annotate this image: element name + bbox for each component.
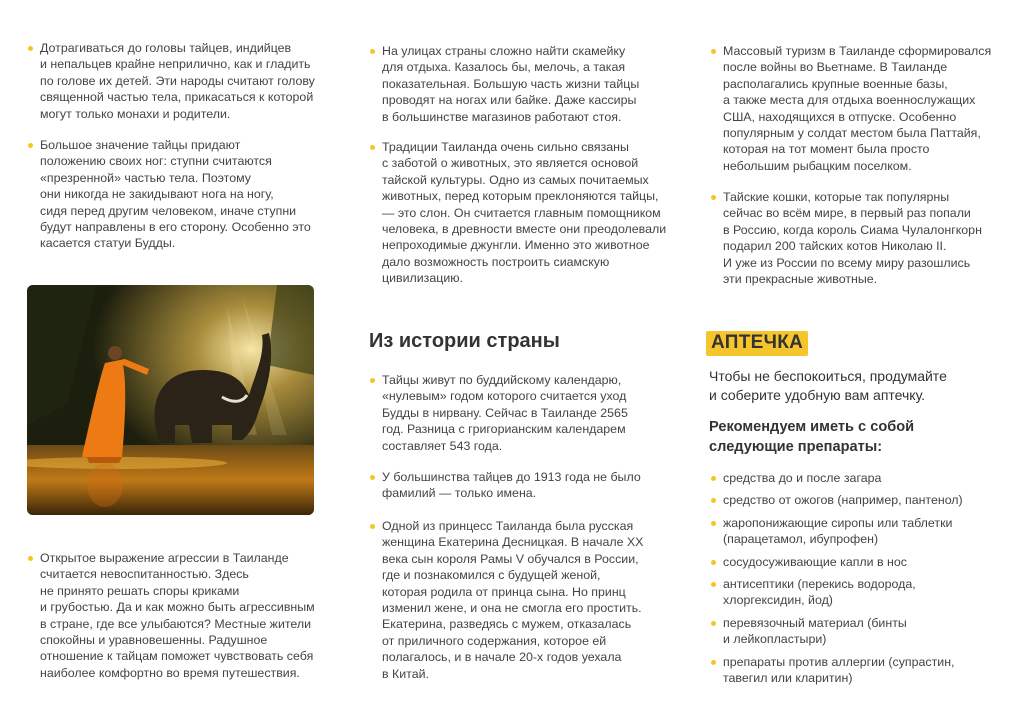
bullet-text: Большое значение тайцы придают положению своих ног: ступни считаются «презренной» частью тела. Поэтому они никогда не закидывают нога на ногу, сидя перед другим человеком, иначе ступни будут направлены в его сторону. Особенно это касается статуи Будды. [40, 138, 311, 251]
monk-with-elephant-photo-icon [27, 285, 314, 515]
bullet-text: Массовый туризм в Таиланде сформировался после войны во Вьетнаме. В Таиланде располагались крупные военные базы, а также места для отдыха военнослужащих США, находящихся в отпуске. Особенно популярным у солдат местом была Паттайя, которая на тот момент была просто небольшим рыбацким поселком. [723, 44, 992, 173]
first-aid-kit-tag: АПТЕЧКА [706, 331, 808, 356]
bullet-cats [710, 189, 1023, 287]
bullet-princess [369, 518, 682, 682]
bullet-text: Открытое выражение агрессии в Таиланде считается невоспитанностью. Здесь не принято решать споры криками и грубостью. Да и как можно быть агрессивным в стране, где все улыбаются? Местные жители спокойны и уравновешенны. Радушное отношение к тайцам поможет чувствовать себя наиболее комфортно во время путешествия. [40, 551, 315, 680]
bullet-text: У большинства тайцев до 1913 года не было фамилий — только имена. [382, 470, 641, 501]
meds-list [710, 470, 1000, 692]
bullet-text: Дотрагиваться до головы тайцев, индийцев и непальцев крайне неприлично, как и гладить по голове их детей. Эти народы считают голову священной частью тела, прикасаться к которой могут только монахи и родители. [40, 41, 315, 121]
list-item [710, 515, 1000, 548]
bullet-benches [369, 43, 682, 125]
med-text: средства до и после загара [723, 471, 882, 485]
bullet-text: Тайские кошки, которые так популярны сейчас во всём мире, в первый раз попали в Россию, когда король Сиама Чулалонгкорн подарил 200 тайских котов Николаю II. И уже из России по всему миру разошлись эти прекрасные животные. [723, 190, 982, 287]
monk-elephant-photo [27, 285, 314, 515]
list-item [710, 576, 1000, 609]
med-text: препараты против аллергии (супрастин, тавегил или кларитин) [723, 654, 955, 686]
list-item [710, 554, 1000, 570]
med-text: антисептики (перекись водорода, хлоргексидин, йод) [723, 577, 916, 608]
bullet-animals [369, 139, 682, 287]
bullet-text: На улицах страны сложно найти скамейку для отдыха. Казалось бы, мелочь, а такая показательная. Большую часть жизни тайцы проводят на ногах или байке. Даже кассиры в большинстве магазинов работают стоя. [382, 44, 640, 124]
bullet-feet [27, 137, 330, 252]
bullet-aggression [27, 550, 330, 681]
kit-intro: Чтобы не беспокоиться, продумайте и соберите удобную вам аптечку. [709, 368, 947, 403]
kit-recommend-heading: Рекомендуем иметь с собой следующие препараты: [709, 419, 915, 455]
list-item [710, 470, 1000, 486]
bullet-text: Одной из принцесс Таиланда была русская женщина Екатерина Десницкая. В начале XX века сын короля Рамы V обучался в России, где и познакомился с будущей женой, которая родила от принца сына. Но принц изменил жене, и она не смогла его простить. Екатерина, разведясь с мужем, отказалась от приличного содержания, которое ей полагалось, и в начале 20-х годов уехала в Китай. [382, 519, 644, 681]
med-text: сосудосуживающие капли в нос [723, 554, 907, 569]
med-text: перевязочный материал (бинты и лейкопластыри) [723, 615, 907, 647]
bullet-text: Тайцы живут по буддийскому календарю, «нулевым» годом которого считается уход Будды в нирвану. Сейчас в Таиланде 2565 год. Разница с григорианским календарем составляет 543 года. [382, 373, 628, 453]
bullet-head-touching [27, 40, 330, 122]
med-text: средство от ожогов (например, пантенол) [723, 493, 963, 508]
bullet-calendar [369, 372, 682, 454]
history-heading: Из истории страны [369, 330, 560, 352]
bullet-tourism [710, 43, 1023, 174]
list-item [710, 615, 1000, 648]
bullet-text: Традиции Таиланда очень сильно связаны с заботой о животных, это является основой тайской культуры. Одно из самых почитаемых животных, перед которым преклоняются тайцы, — это слон. Он считается главным помощником человека, в древности вместе они преодолевали непроходимые джунгли. Именно это животное дало возможность построить сиамскую цивилизацию. [382, 140, 667, 286]
list-item [710, 492, 1000, 508]
bullet-surnames [369, 469, 682, 502]
med-text: жаропонижающие сиропы или таблетки (парацетамол, ибупрофен) [723, 515, 953, 547]
list-item [710, 654, 1000, 687]
